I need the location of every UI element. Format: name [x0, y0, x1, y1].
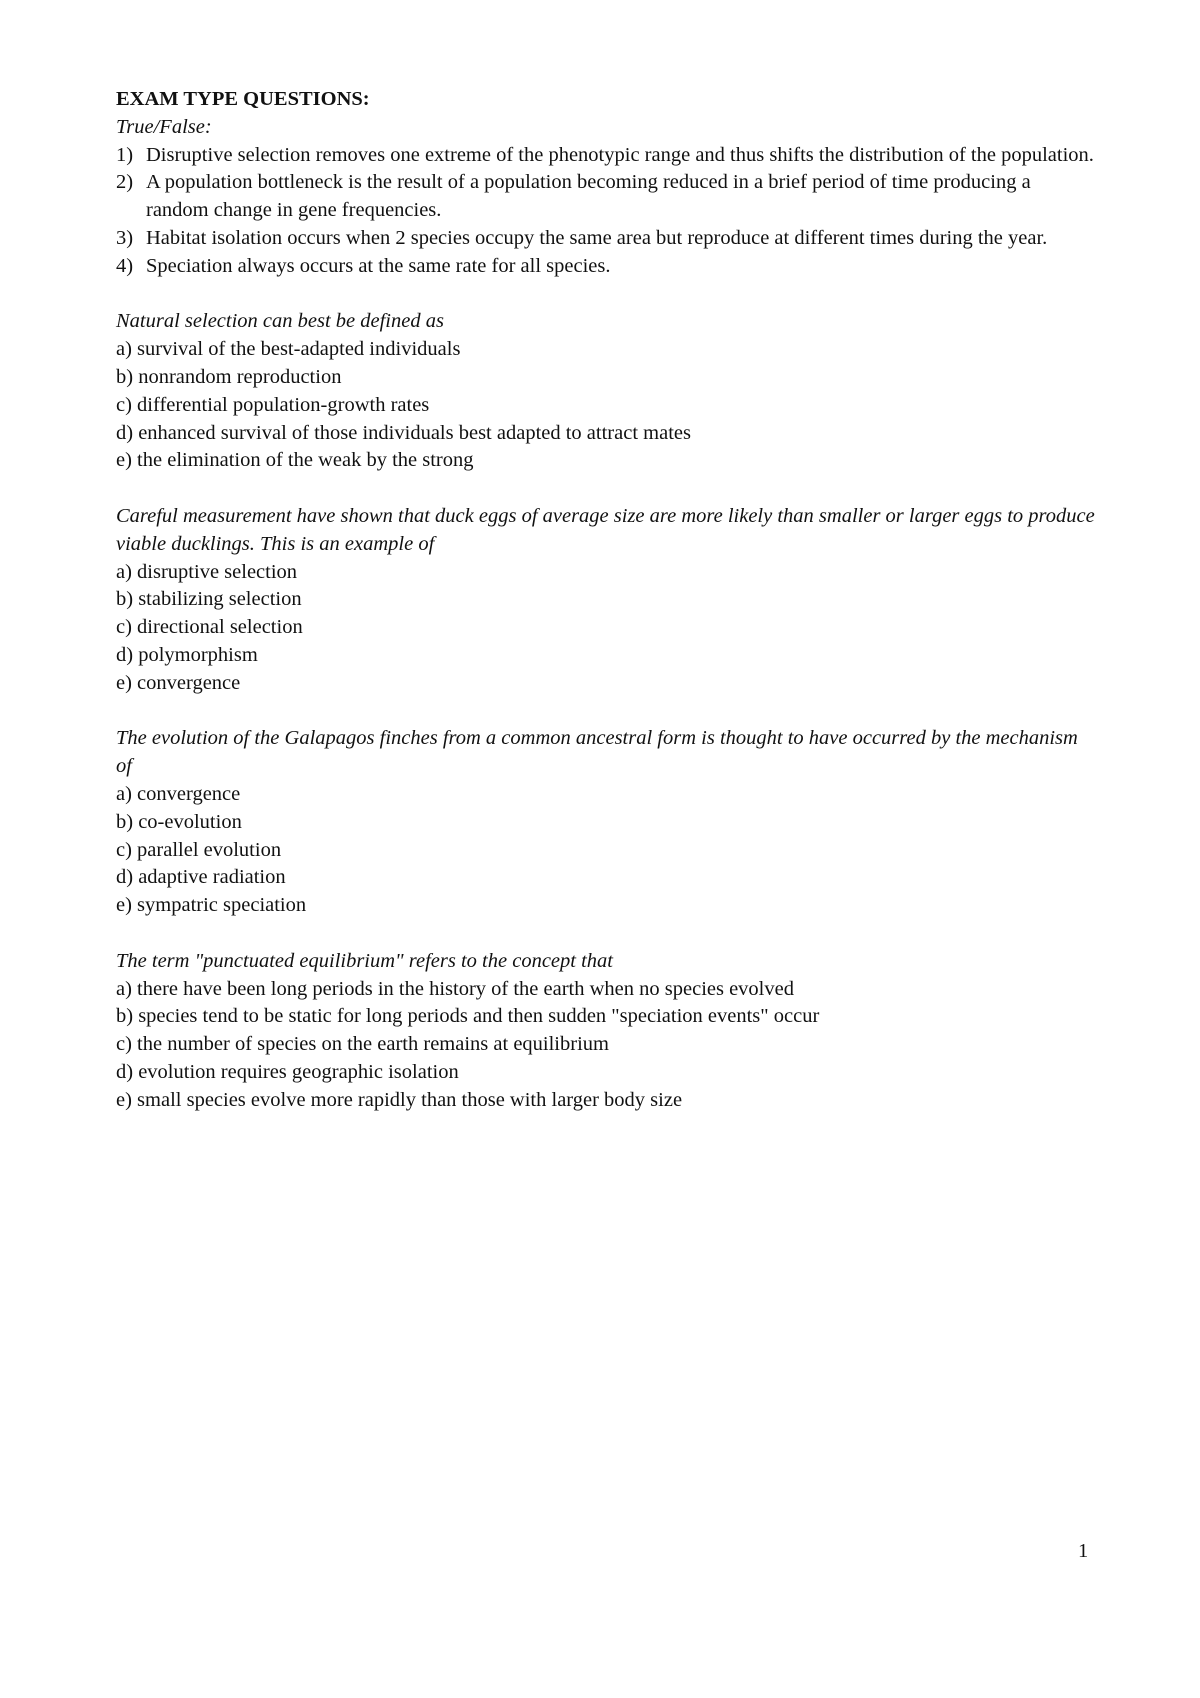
answer-option: d) polymorphism	[116, 643, 258, 666]
answer-option: d) evolution requires geographic isolation	[116, 1060, 459, 1083]
item-text: Habitat isolation occurs when 2 species occupy the same area but reproduce at different times during the year.	[146, 226, 1048, 249]
answer-option: c) parallel evolution	[116, 838, 282, 861]
true-false-label: True/False:	[116, 115, 212, 138]
answer-option: b) co-evolution	[116, 810, 242, 833]
true-false-item	[116, 253, 1096, 281]
question-natural-selection	[116, 308, 1096, 475]
answer-option: e) the elimination of the weak by the strong	[116, 449, 474, 472]
item-number: 1)	[116, 143, 134, 166]
true-false-item	[116, 142, 1096, 170]
answer-option: c) differential population-growth rates	[116, 393, 430, 416]
answer-option: e) convergence	[116, 671, 241, 694]
answer-option: b) nonrandom reproduction	[116, 365, 342, 388]
question-stem: Careful measurement have shown that duck eggs of average size are more likely than smaller or larger eggs to produce viable ducklings. This is an example of	[116, 504, 1095, 555]
item-number: 4)	[116, 254, 134, 277]
answer-option: b) species tend to be static for long periods and then sudden "speciation events" occur	[116, 1005, 820, 1028]
item-number: 2)	[116, 171, 134, 194]
answer-option: d) adaptive radiation	[116, 866, 286, 889]
true-false-list	[116, 142, 1096, 281]
answer-option: a) there have been long periods in the history of the earth when no species evolved	[116, 977, 794, 1000]
question-stem: Natural selection can best be defined as	[116, 310, 444, 333]
answer-option: c) the number of species on the earth remains at equilibrium	[116, 1033, 609, 1056]
item-text: Disruptive selection removes one extreme of the phenotypic range and thus shifts the distribution of the population.	[146, 143, 1094, 166]
answer-option: e) sympatric speciation	[116, 894, 307, 917]
item-text: Speciation always occurs at the same rate for all species.	[146, 254, 611, 277]
question-stem: The term "punctuated equilibrium" refers to the concept that	[116, 949, 613, 972]
page-heading: EXAM TYPE QUESTIONS:	[116, 88, 370, 110]
answer-option: b) stabilizing selection	[116, 588, 302, 611]
true-false-item	[116, 225, 1096, 253]
page-number: 1	[1078, 1540, 1089, 1562]
answer-option: d) enhanced survival of those individuals best adapted to attract mates	[116, 421, 691, 444]
question-punctuated-equilibrium	[116, 948, 1096, 1115]
answer-option: a) convergence	[116, 782, 241, 805]
answer-option: a) disruptive selection	[116, 560, 298, 583]
answer-option: c) directional selection	[116, 616, 303, 639]
page-content	[116, 86, 1096, 1114]
answer-option: e) small species evolve more rapidly than those with larger body size	[116, 1088, 683, 1111]
question-galapagos-finches	[116, 725, 1096, 920]
question-duck-eggs	[116, 503, 1096, 698]
answer-option: a) survival of the best-adapted individuals	[116, 338, 461, 361]
true-false-item	[116, 169, 1096, 225]
question-stem: The evolution of the Galapagos finches from a common ancestral form is thought to have occurred by the mechanism of	[116, 727, 1078, 778]
item-number: 3)	[116, 226, 134, 249]
item-text: A population bottleneck is the result of a population becoming reduced in a brief period of time producing a random change in gene frequencies.	[146, 171, 1031, 222]
